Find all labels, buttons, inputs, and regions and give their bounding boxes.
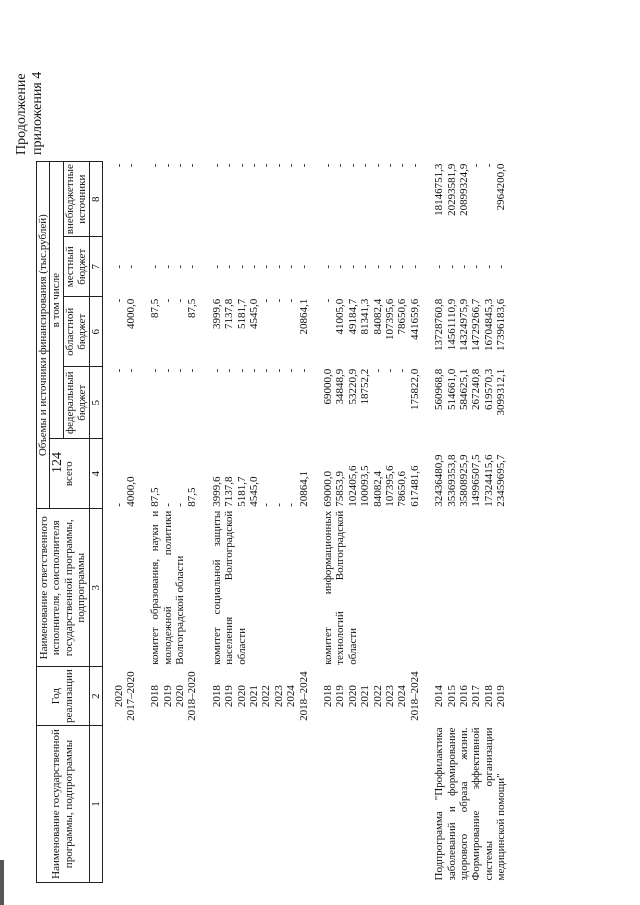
regional-value: 41005,0 [334, 298, 347, 335]
header-program: Наименование государственной программы, подпрограммы [37, 726, 90, 883]
federal-value: 175822,0 [408, 368, 421, 410]
federal-cell [113, 367, 138, 439]
extra-value: - [359, 163, 372, 168]
federal-value: - [285, 368, 298, 373]
regional-value: 4545,0 [248, 298, 261, 329]
year-value: 2020 [346, 685, 359, 708]
total-value: - [161, 503, 174, 507]
local-value: - [396, 264, 409, 269]
column-number: 4 [89, 439, 102, 509]
table-row [322, 162, 421, 883]
header-executor: Наименование ответственного исполнителя, соисполнителя государственной программы, подпрограммы [37, 509, 90, 667]
extra-value: - [346, 163, 359, 168]
block-spacer [310, 162, 322, 883]
extra-value: 20293581,9 [445, 163, 458, 216]
regional-value: 107395,6 [383, 298, 396, 340]
regional-value: 5181,7 [235, 298, 248, 329]
continuation-label: Продолжение приложения 4 [14, 71, 45, 155]
regional-value: 16704845,3 [482, 298, 495, 351]
total-value: - [112, 503, 125, 507]
program-name [149, 726, 199, 883]
federal-value: - [272, 368, 285, 373]
extra-value: - [112, 163, 125, 168]
column-number: 7 [89, 237, 102, 297]
regional-value: 13728760,8 [433, 298, 446, 351]
executor-cell: комитет социальной защиты населения Волгоградской области [210, 510, 248, 665]
regional-value: 17396183,6 [495, 298, 508, 351]
regional-value: 49184,7 [346, 298, 359, 335]
column-number: 5 [89, 367, 102, 439]
year-value: 2018 [482, 685, 495, 708]
year-value: 2022 [371, 685, 384, 708]
total-cell [322, 439, 421, 509]
local-cell [211, 237, 310, 297]
extra-value: 18146751,3 [433, 163, 446, 216]
federal-value: - [396, 368, 409, 373]
federal-value: - [149, 368, 162, 373]
federal-value: 619570,3 [482, 368, 495, 410]
federal-value: 560968,8 [433, 368, 446, 410]
header-local: местный бюджет [63, 237, 89, 297]
regional-value: 20864,1 [297, 298, 310, 335]
extra-value: - [383, 163, 396, 168]
local-value: - [272, 264, 285, 269]
header-total: всего [50, 439, 89, 509]
header-regional: областной бюджет [63, 297, 89, 367]
total-value: - [174, 503, 187, 507]
header-federal: федеральный бюджет [63, 367, 89, 439]
total-value: 617481,6 [408, 465, 421, 507]
year-value: 2018–2020 [186, 671, 199, 721]
year-value: 2017 [470, 685, 483, 708]
year-value: 2015 [445, 685, 458, 708]
extra-value: - [322, 163, 334, 168]
regional-value: 87,5 [149, 298, 162, 318]
federal-value: 69000,0 [322, 368, 334, 405]
total-value: 87,5 [186, 487, 199, 507]
extra-value: - [149, 163, 162, 168]
local-value: - [161, 264, 174, 269]
total-value: 107395,6 [383, 465, 396, 507]
total-value: 75853,9 [334, 471, 347, 507]
regional-value: 14729266,7 [470, 298, 483, 351]
regional-value: 7137,8 [223, 298, 236, 329]
regional-cell [211, 297, 310, 367]
local-value: - [334, 264, 347, 269]
federal-value: 34848,9 [334, 368, 347, 405]
regional-value: 14561110,9 [445, 298, 458, 351]
local-value: - [297, 264, 310, 269]
total-value: 87,5 [149, 487, 162, 507]
total-value: 100093,5 [359, 465, 372, 507]
federal-cell [433, 367, 507, 439]
local-value: - [482, 264, 495, 269]
federal-value: - [260, 368, 273, 373]
year-value: 2014 [433, 685, 446, 708]
column-number: 6 [89, 297, 102, 367]
local-cell [322, 237, 421, 297]
federal-value: - [235, 368, 248, 373]
year-value: 2022 [260, 685, 273, 708]
extra-cell [211, 162, 310, 237]
regional-value: - [260, 298, 273, 303]
federal-value: - [186, 368, 199, 373]
extra-value: 20899324,9 [457, 163, 470, 216]
year-value: 2019 [495, 685, 508, 708]
year-value: 2018 [210, 685, 223, 708]
federal-value: 53220,9 [346, 368, 359, 405]
local-value: - [235, 264, 248, 269]
total-cell [211, 439, 310, 509]
local-value: - [433, 264, 446, 269]
federal-value: 18752,2 [359, 368, 372, 405]
local-cell [149, 237, 199, 297]
year-value: 2019 [334, 685, 347, 708]
year-value: 2023 [383, 685, 396, 708]
local-value: - [359, 264, 372, 269]
federal-value: - [248, 368, 261, 373]
year-cell [149, 667, 199, 726]
year-value: 2024 [285, 685, 298, 708]
federal-cell [211, 367, 310, 439]
regional-value: - [272, 298, 285, 303]
program-name [211, 726, 310, 883]
extra-value: - [124, 163, 137, 168]
table-row [211, 162, 310, 883]
year-cell [211, 667, 310, 726]
federal-value: - [112, 368, 125, 373]
block-spacer [199, 162, 211, 883]
year-value: 2024 [396, 685, 409, 708]
federal-value: 584625,1 [457, 368, 470, 410]
regional-cell [149, 297, 199, 367]
year-value: 2018–2024 [297, 671, 310, 721]
local-value: - [470, 264, 483, 269]
local-value: - [174, 264, 187, 269]
year-value: 2019 [161, 685, 174, 708]
local-value: - [248, 264, 261, 269]
local-value: - [383, 264, 396, 269]
table-row [433, 162, 507, 883]
block-spacer [421, 162, 433, 883]
regional-cell [433, 297, 507, 367]
local-value: - [445, 264, 458, 269]
scan-corner-mark [0, 860, 4, 905]
extra-cell [113, 162, 138, 237]
federal-cell [149, 367, 199, 439]
extra-value: - [334, 163, 347, 168]
extra-value: - [285, 163, 298, 168]
regional-value: 4000,0 [124, 298, 137, 329]
local-value: - [223, 264, 236, 269]
local-value: - [112, 264, 125, 269]
table-row [149, 162, 199, 883]
total-value: 102405,6 [346, 465, 359, 507]
executor-cell: комитет образования, науки и молодежной политики Волгоградской области [149, 510, 187, 665]
federal-value: - [223, 368, 236, 373]
year-value: 2016 [457, 685, 470, 708]
year-value: 2018 [322, 685, 334, 708]
total-value: 17324415,6 [482, 454, 495, 507]
total-value: 14996507,5 [470, 454, 483, 507]
year-value: 2021 [248, 685, 261, 708]
federal-value: - [383, 368, 396, 373]
extra-value: - [272, 163, 285, 168]
column-number: 1 [89, 726, 102, 883]
extra-value: - [248, 163, 261, 168]
column-number: 8 [89, 162, 102, 237]
local-cell [433, 237, 507, 297]
block-spacer [103, 162, 113, 883]
regional-cell [113, 297, 138, 367]
year-value: 2020 [174, 685, 187, 708]
extra-value: - [482, 163, 495, 168]
local-value: - [149, 264, 162, 269]
federal-value: - [297, 368, 310, 373]
total-value: 84082,4 [371, 471, 384, 507]
regional-value: - [322, 298, 334, 303]
federal-cell [322, 367, 421, 439]
local-value: - [260, 264, 273, 269]
total-value: 32436480,9 [433, 454, 446, 507]
program-name [113, 726, 138, 883]
regional-value: 81341,3 [359, 298, 372, 335]
page-number: 124 [50, 452, 65, 473]
extra-value: - [470, 163, 483, 168]
federal-value: - [371, 368, 384, 373]
extra-value: - [396, 163, 409, 168]
executor-cell: комитет информационных технологий Волгоградской области [322, 510, 359, 665]
total-value: 7137,8 [223, 476, 236, 507]
extra-value: - [174, 163, 187, 168]
total-cell [433, 439, 507, 509]
federal-value: 3099312,1 [495, 368, 508, 416]
total-value: 5181,7 [235, 476, 248, 507]
total-value: - [285, 503, 298, 507]
total-value: 35808925,9 [457, 454, 470, 507]
regional-value: 3999,6 [210, 298, 223, 329]
regional-value: 14324975,9 [457, 298, 470, 351]
program-name: Подпрограмма "Профилактика заболеваний и формирование здорового образа жизни. Формирование эффективной системы организации медицинской помощи" [433, 727, 508, 881]
extra-cell [322, 162, 421, 237]
regional-value: 78650,6 [396, 298, 409, 335]
extra-value: - [161, 163, 174, 168]
federal-value: 267240,8 [470, 368, 483, 410]
local-value: - [457, 264, 470, 269]
total-cell [113, 439, 138, 509]
table-body [103, 162, 508, 883]
column-numbers-row [89, 162, 102, 883]
extra-value: - [371, 163, 384, 168]
year-value: 2018 [149, 685, 162, 708]
extra-value: - [210, 163, 223, 168]
year-value: 2023 [272, 685, 285, 708]
year-cell [433, 667, 507, 726]
program-name [322, 726, 421, 883]
local-value: - [210, 264, 223, 269]
federal-value: - [210, 368, 223, 373]
year-cell [113, 667, 138, 726]
total-value: 69000,0 [322, 471, 334, 507]
column-number: 3 [89, 509, 102, 667]
extra-value: - [408, 163, 421, 168]
extra-cell [433, 162, 507, 237]
total-value: 3999,6 [210, 476, 223, 507]
year-value: 2019 [223, 685, 236, 708]
federal-value: - [161, 368, 174, 373]
column-number: 2 [89, 667, 102, 726]
year-value: 2020 [112, 685, 125, 708]
year-value: 2020 [235, 685, 248, 708]
extra-value: - [297, 163, 310, 168]
regional-value: - [174, 298, 187, 303]
table-row [113, 162, 138, 883]
block-spacer [137, 162, 149, 883]
header-including: в том числе [50, 162, 63, 439]
header-extra: внебюджетные источники [63, 162, 89, 237]
federal-value: - [124, 368, 137, 373]
regional-value: 441659,6 [408, 298, 421, 340]
extra-value: - [260, 163, 273, 168]
total-value: 23459695,7 [495, 454, 508, 507]
total-value: 78650,6 [396, 471, 409, 507]
header-financing: Объемы и источники финансирования (тыс.рублей) [37, 162, 50, 509]
regional-value: 87,5 [186, 298, 199, 318]
total-value: - [260, 503, 273, 507]
executor-cell [433, 509, 507, 667]
extra-value: - [235, 163, 248, 168]
regional-value: - [161, 298, 174, 303]
extra-value: 2964200,0 [495, 163, 508, 211]
local-value: - [322, 264, 334, 269]
local-value: - [346, 264, 359, 269]
total-value: - [272, 503, 285, 507]
header-year: Год реализации [37, 667, 90, 726]
extra-cell [149, 162, 199, 237]
local-cell [113, 237, 138, 297]
local-value: - [495, 264, 508, 269]
total-value: 4545,0 [248, 476, 261, 507]
local-value: - [408, 264, 421, 269]
local-value: - [285, 264, 298, 269]
regional-value: - [285, 298, 298, 303]
regional-cell [322, 297, 421, 367]
extra-value: - [186, 163, 199, 168]
local-value: - [371, 264, 384, 269]
financing-table [36, 161, 508, 883]
year-cell [322, 667, 421, 726]
total-value: 4000,0 [124, 476, 137, 507]
extra-value: - [223, 163, 236, 168]
regional-value: - [112, 298, 125, 303]
regional-value: 84082,4 [371, 298, 384, 335]
total-cell [149, 439, 199, 509]
total-value: 35369353,8 [445, 454, 458, 507]
federal-value: 514661,0 [445, 368, 458, 410]
year-value: 2021 [359, 685, 372, 708]
federal-value: - [174, 368, 187, 373]
total-value: 20864,1 [297, 471, 310, 507]
executor-cell [113, 509, 138, 667]
year-value: 2018–2024 [408, 671, 421, 721]
local-value: - [124, 264, 137, 269]
local-value: - [186, 264, 199, 269]
year-value: 2017–2020 [124, 671, 137, 721]
